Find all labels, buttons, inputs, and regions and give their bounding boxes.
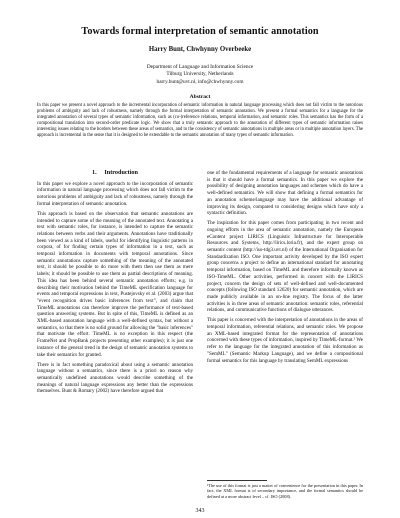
paper-title: Towards formal interpretation of semantic annotation (81, 26, 319, 37)
page-number: 343 (195, 508, 205, 514)
footnote: ¹The use of this format is just a matter of convenience for the presentation in this paper. In fact, the XML format is of secondary importance, and the formal semantics should be defined at a more abstract level – cf. ISO (2008). (207, 483, 363, 499)
affiliation-university: Tilburg University, Netherlands (166, 71, 234, 78)
body-paragraph: The inspiration for this paper comes from participating in two recent and ongoing efforts in the area of semantic annotation, namely the European eContent project LIRICS (Linguistic Infrastructure for Interoperable Resources and Systems, http://lirics.loria.fr), and the expert group on semantic content (http://iso-tdg3.uvt.nl) of the International Organisation for Standardization ISO. One important activity developed by the ISO expert group concerns a project to define an international standard for annotating temporal information, based on TimeML and therefore informally known as ISO-TimeML. Other activities, performed in concert with the LIRICS project, concern the design of sets of well-defined and well-documented concepts (following ISO standard 12620) for semantic annotation, which are made publicly available in an on-line registry. The focus of the latter activities is in three areas of semantic annotation: semantic roles, referential relations, and communicative functions of dialogue utterances. (207, 220, 363, 314)
section-heading-introduction: 1. Introduction (92, 169, 138, 176)
affiliation-department: Department of Language and Information Science (146, 64, 254, 70)
footnote-divider (207, 480, 267, 481)
paper-authors: Harry Bunt, Chwhynny Overbeeke (148, 46, 252, 53)
body-paragraph: one of the fundamental requirements of a language for semantic annotations is that it should have a formal semantics. In this paper we explore the possibility of designing annotation languages and schemes which do have a well-defined semantics. We will show that defining a formal semantics for an annotation scheme/language may have the additional advantage of improving its design, compared to considering designs which have only a syntactic definition. (207, 170, 363, 217)
body-paragraph: In this paper we explore a novel approach to the incorporation of semantic information in natural language processing which does not fall victim to the notorious problems of ambiguity and lack of robustness, namely through the formal interpretation of semantic annotation. (37, 180, 193, 207)
right-column (207, 170, 363, 368)
abstract-heading: Abstract (189, 94, 211, 100)
affiliation-block (0, 64, 400, 86)
abstract-text: In this paper we present a novel approach to the incremental incorporation of semantic information in natural language processing which does not fall victim to the notorious problems of ambiguity and lack of robustness, namely through the formal interpretation of semantic annotation. We present a formal semantics for a language for the integrated annotation of several types of semantic information, such as (co-)reference relations, temporal information, and semantic roles. This semantics has the form of a compositional translation into second-order predicate logic. We show that a truly semantic approach to the annotation of different types of semantic information raises interesting issues relating to the borders between these areas of semantics, and to the consistency of semantic annotations in multiple areas or in multiple annotation layers. The approach is incremental in the sense that it is designed to be extendable to the semantic annotation of many types of semantic information. (37, 103, 363, 138)
body-paragraph: This approach is based on the observation that semantic annotations are intended to capture some of the meaning of the annotated text. Annotating a text with semantic roles, for instance, is intended to capture the semantic relations between verbs and their arguments. Annotations have traditionally been viewed as a kind of labels, useful for identifying linguistic patterns in corpora, of for finding certain types of information in a text, such as temporal information in documents with temporal annotations. Since semantic annotations capture something of the meaning of the annotated text, it should be possible to do more with them then use them as mere labels; it should be possible to use them as partial descriptions of meaning. This idea has been behind several semantic annotation efforts; e.g. in describing their motivation behind the TimeML specification language for events and temporal expressions in text, Pustejovsky et al. (2003) argue that "event recognition drives basic inferences from text", and claim that TimeML annotations can therefore improve the performance of text-based question answering systems. But in spite of this, TimeML is defined as an XML-based annotation language with a well-defined syntax, but without a semantics, so that there is no solid ground for allowing the "basic inferences" that motivate the effort. TimeML is no exception in this respect (the FrameNet and PropBank projects presenting other examples); it is just one instance of the general trend in the design of semantic annotation systems to take their semantics for granted. (37, 210, 193, 358)
body-paragraph: There is in fact something paradoxical about using a semantic annotation language without a semantics, since there is a priori no reason why semantically undefined annotations would describe something of the meanings of natural language expressions any better than the expressions themselves. Bunt & Romary (2002) have therefore argued that (37, 361, 193, 395)
body-paragraph: This paper is concerned with the interpretation of annotations in the areas of temporal information, referential relations, and semantic roles. We propose an XML-based integrated format for the representation of annotations concerned with these types of information, inspired by TimeML-format.¹ We refer to the language for the integrated annotation of this information as "SemML" (Semantic Markup Language), and we define a compositional formal semantics for this language by translating SemML expressions (207, 317, 363, 364)
affiliation-emails: harry.bunt@uvt.nl, info@chwhynny.com (156, 78, 244, 85)
left-column (37, 170, 193, 398)
